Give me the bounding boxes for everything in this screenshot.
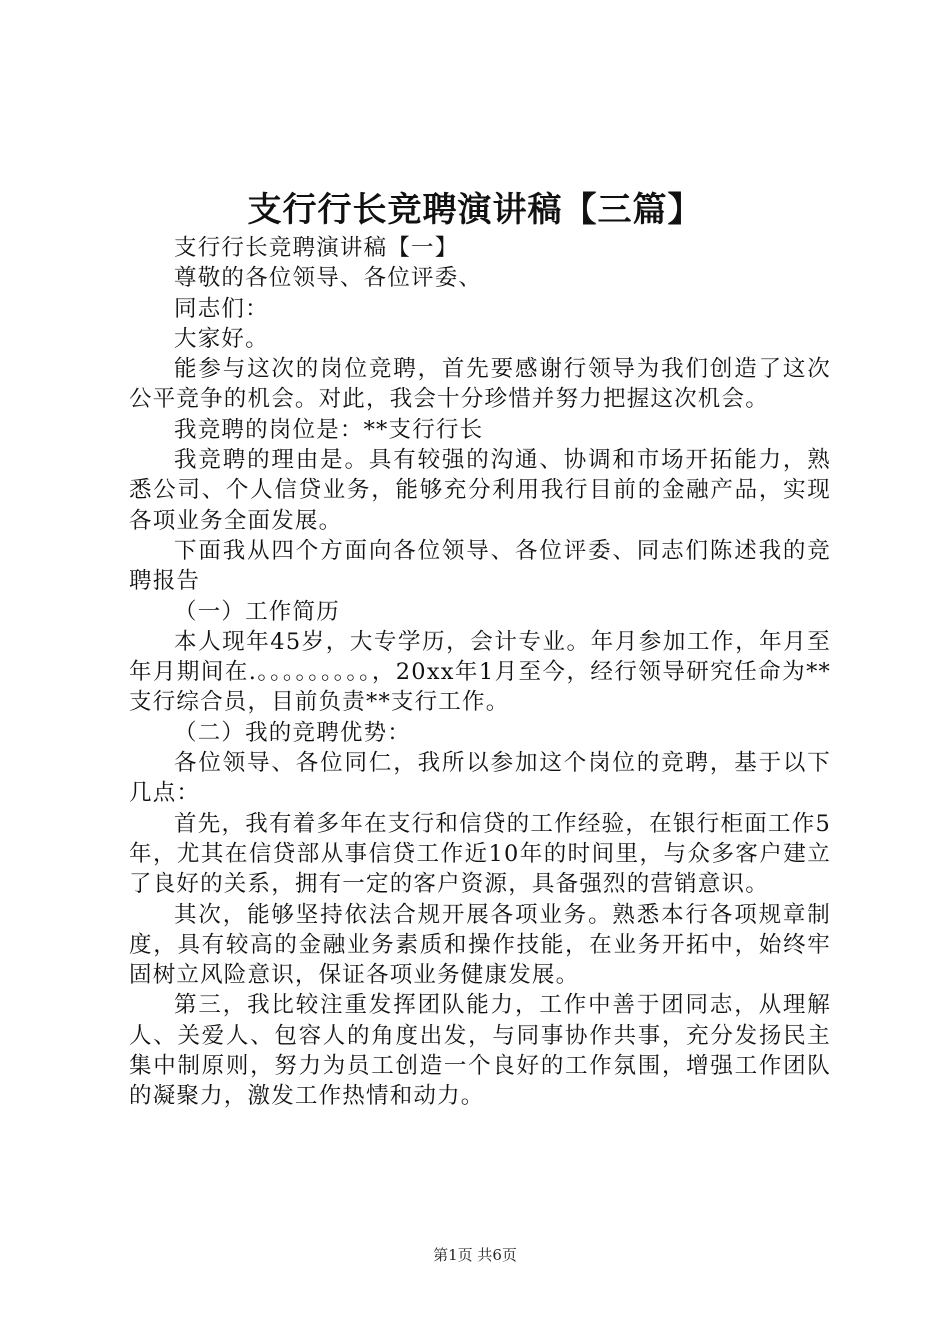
paragraph-resume: 本人现年45岁，大专学历，会计专业。年月参加工作，年月至年月期间在.。。。。。。。。。，20xx年1月至今，经行领导研究任命为**支行综合员，目前负责**支行工作。 (129, 628, 831, 716)
paragraph-heading-resume: （一）工作简历 (174, 598, 340, 625)
paragraph-advantage-first: 首先，我有着多年在支行和信贷的工作经验，在银行柜面工作5年，尤其在信贷部从事信贷工作近10年的时间里，与众多客户建立了良好的关系，拥有一定的客户资源，具备强烈的营销意识。 (129, 810, 831, 898)
paragraph-advantage-second: 其次，能够坚持依法合规开展各项业务。熟悉本行各项规章制度，具有较高的金融业务素质和操作技能，在业务开拓中，始终牢固树立风险意识，保证各项业务健康发展。 (129, 901, 831, 989)
paragraph-reason: 我竞聘的理由是。具有较强的沟通、协调和市场开拓能力，熟悉公司、个人信贷业务，能够充分利用我行目前的金融产品，实现各项业务全面发展。 (129, 447, 831, 534)
paragraph-overview: 下面我从四个方面向各位领导、各位评委、同志们陈述我的竞聘报告 (129, 537, 831, 595)
paragraph-heading-advantages: （二）我的竞聘优势： (174, 719, 412, 746)
paragraph-salutation: 尊敬的各位领导、各位评委、 (174, 265, 483, 292)
paragraph-section-heading: 支行行长竞聘演讲稿【一】 (174, 235, 459, 261)
page-title: 支行行长竞聘演讲稿【三篇】 (247, 190, 703, 230)
document-body (129, 233, 831, 1112)
paragraph-advantages-intro: 各位领导、各位同仁，我所以参加这个岗位的竞聘，基于以下几点： (129, 750, 831, 807)
paragraph-intro: 能参与这次的岗位竞聘，首先要感谢行领导为我们创造了这次公平竞争的机会。对此，我会十分珍惜并努力把握这次机会。 (129, 356, 831, 413)
paragraph-position: 我竞聘的岗位是：**支行行长 (174, 416, 484, 443)
paragraph-salutation-comrades: 同志们： (174, 295, 269, 322)
paragraph-greeting: 大家好。 (174, 325, 269, 352)
page-footer: 第1页 共6页 (433, 1246, 517, 1264)
paragraph-advantage-third: 第三，我比较注重发挥团队能力，工作中善于团同志，从理解人、关爱人、包容人的角度出发，与同事协作共事，充分发扬民主集中制原则，努力为员工创造一个良好的工作氛围，增强工作团队的凝聚力，激发工作热情和动力。 (129, 992, 831, 1110)
